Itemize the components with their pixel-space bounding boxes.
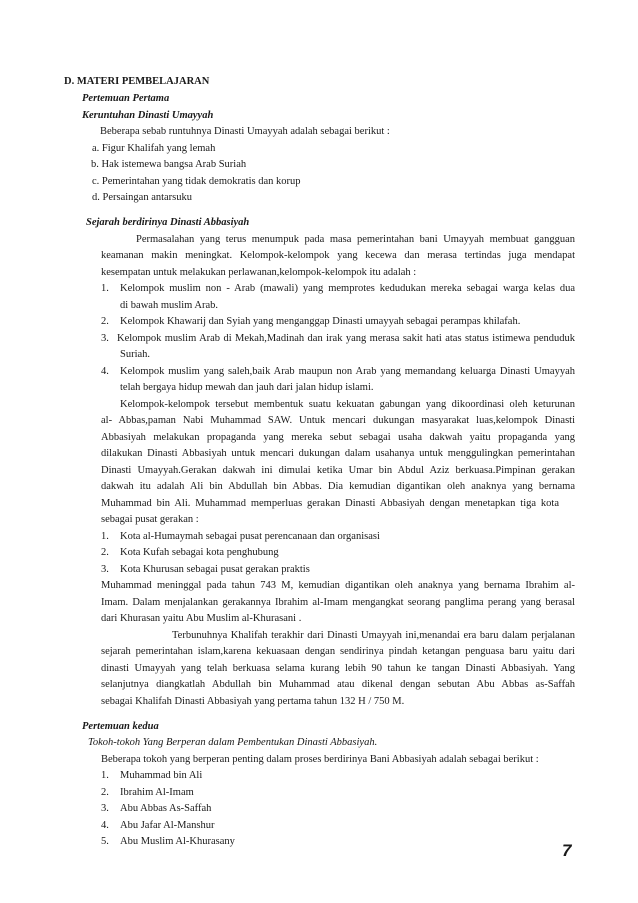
list-number: 5. — [101, 836, 109, 847]
paragraph-line: Abbasiyah melakukan propaganda yang mereka sebut sebagai usaha dakwah yaitu propaganda yang — [101, 432, 575, 443]
list-item: Abu Jafar Al-Manshur — [120, 820, 215, 831]
list-number: 3. — [101, 564, 109, 575]
paragraph-line: Imam. Dalam menjalankan gerakannya Ibrahim al-Imam mengangkat seorang panglima perang yang berasal — [101, 597, 575, 608]
list-item: Kelompok muslim non - Arab (mawali) yang memprotes kedudukan mereka sebagai warga kelas dua — [120, 283, 575, 294]
list-item: Ibrahim Al-Imam — [120, 787, 194, 798]
paragraph-line: kesempatan untuk melakukan perlawanan,kelompok-kelompok itu adalah : — [101, 267, 417, 278]
paragraph-line: sejarah pemerintahan islam,karena kekuasaan dengan sendirinya pindah ketangan penguasa baru yaitu dari — [101, 646, 575, 657]
paragraph-line: dakwah itu adalah Ali bin Abdullah bin Abbas. Dia kemudian digantikan oleh anaknya yang bernama — [101, 481, 575, 492]
paragraph-line: dinasti Umayyah yang telah berkuasa selama kurang lebih 90 tahun ke tangan Dinasti Abbasiyah. Yang — [101, 663, 575, 674]
paragraph-line: Muhammad bin Ali. Muhammad memperluas gerakan Dinasti Abbasiyah dengan menetapkan tiga kota — [101, 498, 559, 509]
paragraph-line: sebagai pusat gerakan : — [101, 514, 199, 525]
list-item: telah bergaya hidup mewah dan jauh dari jalan hidup islami. — [120, 382, 374, 393]
paragraph-line: dilakukan Dinasti Abbasiyah untuk mencari dukungan dalam usahanya untuk menggulingkan pemerintahan — [101, 448, 575, 459]
paragraph-line: dari Khurasan yaitu Abu Muslim al-Khurasani . — [101, 613, 302, 624]
paragraph-line: Terbunuhnya Khalifah terakhir dari Dinasti Umayyah ini,menandai era baru dalam perjalanan — [172, 630, 575, 641]
list-item: Kota al-Humaymah sebagai pusat perencanaan dan organisasi — [120, 531, 380, 542]
paragraph-line: Muhammad meninggal pada tahun 743 M, kemudian digantikan oleh anaknya yang bernama Ibrahim al- — [101, 580, 575, 591]
list-number: 3. — [101, 333, 109, 344]
list-item: Kelompok Khawarij dan Syiah yang menganggap Dinasti umayyah sebagai perampas khilafah. — [120, 316, 521, 327]
list-item: Kelompok muslim yang saleh,baik Arab maupun non Arab yang memandang keluarga Dinasti Umayyah — [120, 366, 575, 377]
reason-item: b. Hak istemewa bangsa Arab Suriah — [91, 159, 247, 170]
paragraph-line: Kelompok-kelompok tersebut membentuk suatu kekuatan gabungan yang dikoordinasi oleh keturunan — [120, 399, 575, 410]
paragraph-line: Dinasti Umayyah.Gerakan dakwah ini dimulai ketika Umar bin Abdul Aziz berkuasa.Pimpinan gerakan — [101, 465, 575, 476]
list-item: Kelompok muslim Arab di Mekah,Madinah dan irak yang merasa sakit hati atas status istimewa penduduk — [117, 333, 575, 344]
reason-item: a. Figur Khalifah yang lemah — [92, 143, 216, 154]
page-number: 7 — [562, 841, 572, 860]
figures-intro: Beberapa tokoh yang berperan penting dalam proses berdirinya Bani Abbasiyah adalah sebagai berikut : — [101, 754, 539, 765]
reason-item: c. Pemerintahan yang tidak demokratis dan korup — [92, 176, 301, 187]
meeting-2-title: Pertemuan kedua — [82, 721, 159, 732]
list-item: Abu Muslim Al-Khurasany — [120, 836, 235, 847]
reason-item: d. Persaingan antarsuku — [92, 192, 193, 203]
list-number: 2. — [101, 547, 109, 558]
reasons-intro: Beberapa sebab runtuhnya Dinasti Umayyah adalah sebagai berikut : — [100, 126, 390, 137]
list-number: 2. — [101, 787, 109, 798]
list-number: 3. — [101, 803, 109, 814]
list-item: Suriah. — [120, 349, 151, 360]
paragraph-line: al- Abbas,paman Nabi Muhammad SAW. Untuk mencari dukungan masyarakat luas,kelompok Dinasti — [101, 415, 575, 426]
paragraph-line: Permasalahan yang terus menumpuk pada masa pemerintahan bani Umayyah membuat gangguan — [136, 234, 575, 245]
list-number: 1. — [101, 283, 109, 294]
list-number: 4. — [101, 820, 109, 831]
paragraph-line: sebagai Khalifah Dinasti Abbasiyah yang pertama tahun 132 H / 750 M. — [101, 696, 405, 707]
list-number: 4. — [101, 366, 109, 377]
paragraph-line: selanjutnya diangkatlah Abdullah bin Muhammad atau dikenal dengan sebutan Abu Abbas as-Saffah — [101, 679, 575, 690]
section-heading: D. MATERI PEMBELAJARAN — [64, 76, 210, 87]
list-number: 1. — [101, 770, 109, 781]
list-item: Kota Kufah sebagai kota penghubung — [120, 547, 279, 558]
meeting-1-title: Pertemuan Pertama — [82, 93, 170, 104]
subheading-key-figures: Tokoh-tokoh Yang Berperan dalam Pembentukan Dinasti Abbasiyah. — [88, 737, 378, 748]
list-item: di bawah muslim Arab. — [120, 300, 218, 311]
list-item: Kota Khurusan sebagai pusat gerakan praktis — [120, 564, 310, 575]
subheading-umayyah-collapse: Keruntuhan Dinasti Umayyah — [82, 110, 214, 121]
list-item: Muhammad bin Ali — [120, 770, 203, 781]
list-item: Abu Abbas As-Saffah — [120, 803, 212, 814]
paragraph-line: keamanan makin meningkat. Kelompok-kelompok yang kecewa dan merasa tertindas juga mendapat — [101, 250, 575, 261]
list-number: 2. — [101, 316, 109, 327]
list-number: 1. — [101, 531, 109, 542]
subheading-abbasiyah-founding: Sejarah berdirinya Dinasti Abbasiyah — [86, 217, 250, 228]
